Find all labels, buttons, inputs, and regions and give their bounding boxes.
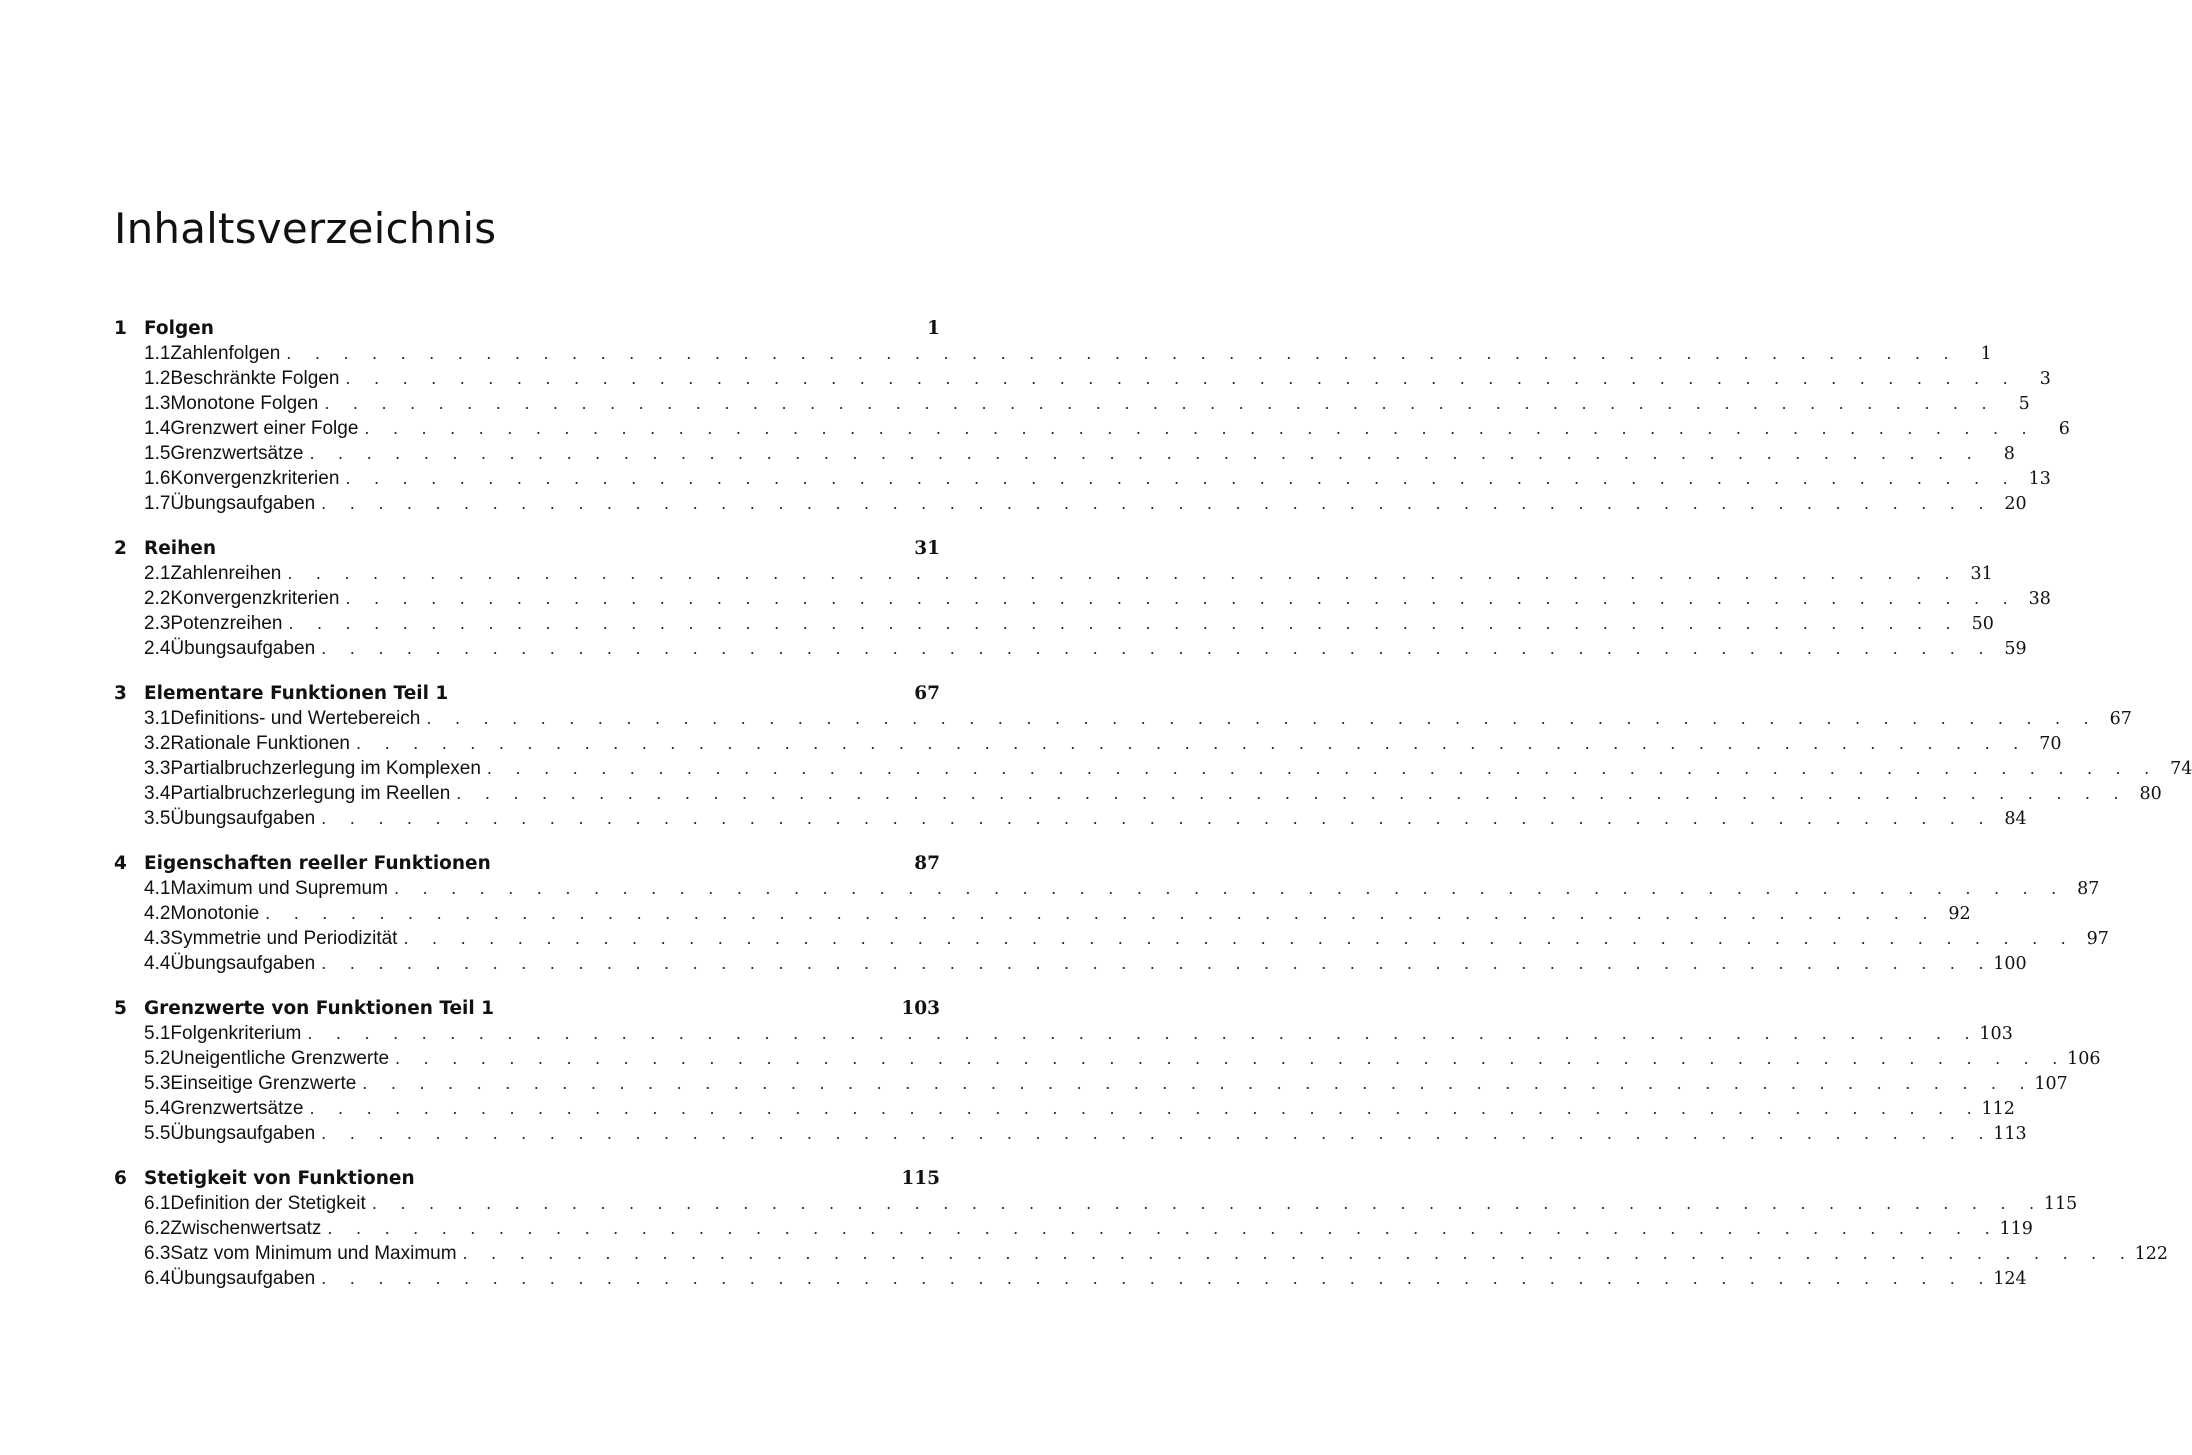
- section-title: Grenzwertsätze: [170, 443, 304, 464]
- section-page-number: 103: [1979, 1024, 2013, 1044]
- toc-section-entry[interactable]: [114, 393, 2030, 418]
- dot-leader: . . . . . . . . . . . . . . . . . . . . . . . . . . . . . . . . . . . . . . . . . . . . . . . . . . . . . . . . . . .: [395, 1049, 2067, 1068]
- dot-leader: . . . . . . . . . . . . . . . . . . . . . . . . . . . . . . . . . . . . . . . . . . . . . . . . . . . . . . . . . . .: [486, 759, 2159, 778]
- chapter-title: Stetigkeit von Funktionen: [144, 1168, 415, 1189]
- section-page-number: 31: [1970, 564, 1993, 584]
- section-title: Konvergenzkriterien: [170, 588, 340, 609]
- section-page-number: 80: [2139, 784, 2162, 804]
- chapter-title: Elementare Funktionen Teil 1: [144, 683, 449, 704]
- toc-section-entry[interactable]: [114, 468, 2051, 493]
- section-number: 2.3: [144, 613, 171, 634]
- section-number: 5.5: [144, 1123, 171, 1144]
- section-number: 5.4: [144, 1098, 171, 1119]
- section-number: 4.4: [144, 953, 171, 974]
- section-title: Übungsaufgaben: [170, 493, 316, 514]
- chapter-page-number: 31: [914, 538, 940, 559]
- toc-chapter: [114, 853, 2109, 978]
- section-page-number: 59: [2004, 639, 2027, 659]
- toc-section-entry[interactable]: [114, 708, 2132, 733]
- section-page-number: 38: [2028, 589, 2051, 609]
- toc-section-entry[interactable]: [114, 953, 2027, 978]
- section-number: 6.1: [144, 1193, 171, 1214]
- section-title: Übungsaufgaben: [170, 808, 316, 829]
- dot-leader: . . . . . . . . . . . . . . . . . . . . . . . . . . . . . . . . . . . . . . . . . . . . . . . . . . . . . . . . . . .: [321, 809, 1993, 828]
- section-title: Übungsaufgaben: [170, 1268, 316, 1289]
- section-page-number: 107: [2034, 1074, 2068, 1094]
- section-page-number: 3: [2039, 369, 2051, 389]
- section-page-number: 92: [1948, 904, 1971, 924]
- section-page-number: 106: [2067, 1049, 2101, 1069]
- section-number: 3.3: [144, 758, 171, 779]
- dot-leader: . . . . . . . . . . . . . . . . . . . . . . . . . . . . . . . . . . . . . . . . . . . . . . . . . . . . . . . . . . .: [288, 614, 1960, 633]
- dot-leader: . . . . . . . . . . . . . . . . . . . . . . . . . . . . . . . . . . . . . . . . . . . . . . . . . . . . . . . . . . .: [287, 564, 1959, 583]
- section-title: Satz vom Minimum und Maximum: [170, 1243, 457, 1264]
- section-page-number: 6: [2058, 419, 2070, 439]
- dot-leader: . . . . . . . . . . . . . . . . . . . . . . . . . . . . . . . . . . . . . . . . . . . . . . . . . . . . . . . . . . .: [327, 1219, 1999, 1238]
- dot-leader: . . . . . . . . . . . . . . . . . . . . . . . . . . . . . . . . . . . . . . . . . . . . . . . . . . . . . . . . . . .: [321, 954, 1993, 973]
- dot-leader: . . . . . . . . . . . . . . . . . . . . . . . . . . . . . . . . . . . . . . . . . . . . . . . . . . . . . . . . . . .: [426, 709, 2098, 728]
- toc-section-entry[interactable]: [114, 878, 2100, 903]
- toc-section-entry[interactable]: [114, 1218, 2033, 1243]
- chapter-page-number: 115: [901, 1168, 940, 1189]
- chapter-page-number: 67: [914, 683, 940, 704]
- section-page-number: 87: [2077, 879, 2100, 899]
- section-title: Zwischenwertsatz: [170, 1218, 322, 1239]
- dot-leader: . . . . . . . . . . . . . . . . . . . . . . . . . . . . . . . . . . . . . . . . . . . . . . . . . . . . . . . . . . .: [371, 1194, 2044, 1213]
- toc-section-entry[interactable]: [114, 418, 2070, 443]
- section-page-number: 1: [1980, 344, 1992, 364]
- dot-leader: . . . . . . . . . . . . . . . . . . . . . . . . . . . . . . . . . . . . . . . . . . . . . . . . . . . . . . . . . . .: [309, 444, 1981, 463]
- chapter-title: Grenzwerte von Funktionen Teil 1: [144, 998, 495, 1019]
- chapter-number: 5: [114, 998, 127, 1019]
- chapter-page-number: 1: [927, 318, 940, 339]
- section-title: Potenzreihen: [170, 613, 283, 634]
- section-number: 1.4: [144, 418, 171, 439]
- toc-section-entry[interactable]: [114, 588, 2051, 613]
- section-page-number: 50: [1971, 614, 1994, 634]
- section-page-number: 70: [2039, 734, 2062, 754]
- toc-section-entry[interactable]: [114, 443, 2015, 468]
- toc-section-entry[interactable]: [114, 563, 1993, 588]
- toc-chapter-entry[interactable]: [114, 853, 940, 878]
- section-page-number: 124: [1993, 1269, 2027, 1289]
- toc-chapter: [114, 538, 2051, 663]
- toc-section-entry[interactable]: [114, 1073, 2068, 1098]
- section-number: 6.3: [144, 1243, 171, 1264]
- chapter-title: Eigenschaften reeller Funktionen: [144, 853, 491, 874]
- toc-section-entry[interactable]: [114, 1268, 2027, 1293]
- section-title: Partialbruchzerlegung im Komplexen: [170, 758, 481, 779]
- section-title: Übungsaufgaben: [170, 638, 316, 659]
- section-title: Grenzwert einer Folge: [170, 418, 359, 439]
- chapter-page-number: 87: [914, 853, 940, 874]
- chapter-number: 3: [114, 683, 127, 704]
- dot-leader: . . . . . . . . . . . . . . . . . . . . . . . . . . . . . . . . . . . . . . . . . . . . . . . . . . . . . . . . . . .: [345, 589, 2017, 608]
- section-number: 1.6: [144, 468, 171, 489]
- toc-section-entry[interactable]: [114, 493, 2027, 518]
- toc-section-entry[interactable]: [114, 368, 2051, 393]
- section-number: 5.3: [144, 1073, 171, 1094]
- dot-leader: . . . . . . . . . . . . . . . . . . . . . . . . . . . . . . . . . . . . . . . . . . . . . . . . . . . . . . . . . . .: [456, 784, 2128, 803]
- dot-leader: . . . . . . . . . . . . . . . . . . . . . . . . . . . . . . . . . . . . . . . . . . . . . . . . . . . . . . . . . . .: [345, 369, 2017, 388]
- section-title: Uneigentliche Grenzwerte: [170, 1048, 390, 1069]
- toc-chapter-entry[interactable]: [114, 538, 940, 563]
- dot-leader: . . . . . . . . . . . . . . . . . . . . . . . . . . . . . . . . . . . . . . . . . . . . . . . . . . . . . . . . . . .: [321, 1124, 1993, 1143]
- toc-chapter: [114, 683, 2192, 833]
- toc-section-entry[interactable]: [114, 1048, 2101, 1073]
- section-number: 1.5: [144, 443, 171, 464]
- section-number: 4.2: [144, 903, 171, 924]
- section-page-number: 119: [1999, 1219, 2033, 1239]
- dot-leader: . . . . . . . . . . . . . . . . . . . . . . . . . . . . . . . . . . . . . . . . . . . . . . . . . . . . . . . . . . .: [362, 1074, 2034, 1093]
- section-page-number: 115: [2043, 1194, 2078, 1214]
- section-title: Definitions- und Wertebereich: [170, 708, 421, 729]
- section-page-number: 84: [2004, 809, 2027, 829]
- toc-section-entry[interactable]: [114, 1023, 2013, 1048]
- toc-chapter: [114, 1168, 2169, 1293]
- toc-section-entry[interactable]: [114, 1098, 2015, 1123]
- chapter-title: Folgen: [144, 318, 214, 339]
- toc-chapter-entry[interactable]: [114, 318, 940, 343]
- chapter-page-number: 103: [901, 998, 940, 1019]
- toc-section-entry[interactable]: [114, 1243, 2169, 1268]
- page-title: Inhaltsverzeichnis: [114, 204, 497, 253]
- section-number: 5.2: [144, 1048, 171, 1069]
- section-number: 1.7: [144, 493, 171, 514]
- section-number: 3.4: [144, 783, 171, 804]
- dot-leader: . . . . . . . . . . . . . . . . . . . . . . . . . . . . . . . . . . . . . . . . . . . . . . . . . . . . . . . . . . .: [324, 394, 1996, 413]
- section-number: 5.1: [144, 1023, 171, 1044]
- section-title: Folgenkriterium: [170, 1023, 302, 1044]
- section-title: Übungsaufgaben: [170, 953, 316, 974]
- toc-section-entry[interactable]: [114, 638, 2027, 663]
- chapter-number: 4: [114, 853, 127, 874]
- toc-section-entry[interactable]: [114, 1123, 2027, 1148]
- dot-leader: . . . . . . . . . . . . . . . . . . . . . . . . . . . . . . . . . . . . . . . . . . . . . . . . . . . . . . . . . . .: [462, 1244, 2135, 1263]
- section-number: 2.2: [144, 588, 171, 609]
- section-number: 4.1: [144, 878, 171, 899]
- section-title: Monotonie: [170, 903, 260, 924]
- dot-leader: . . . . . . . . . . . . . . . . . . . . . . . . . . . . . . . . . . . . . . . . . . . . . . . . . . . . . . . . . . .: [309, 1099, 1981, 1118]
- section-page-number: 113: [1993, 1124, 2027, 1144]
- section-number: 6.2: [144, 1218, 171, 1239]
- section-title: Zahlenfolgen: [170, 343, 281, 364]
- toc-section-entry[interactable]: [114, 928, 2109, 953]
- section-number: 4.3: [144, 928, 171, 949]
- section-number: 1.3: [144, 393, 171, 414]
- section-number: 3.1: [144, 708, 171, 729]
- chapter-number: 2: [114, 538, 127, 559]
- section-page-number: 74: [2170, 759, 2192, 779]
- section-page-number: 5: [2018, 394, 2030, 414]
- section-title: Einseitige Grenzwerte: [170, 1073, 357, 1094]
- dot-leader: . . . . . . . . . . . . . . . . . . . . . . . . . . . . . . . . . . . . . . . . . . . . . . . . . . . . . . . . . . .: [321, 494, 1993, 513]
- section-title: Zahlenreihen: [170, 563, 282, 584]
- section-number: 2.1: [144, 563, 171, 584]
- toc-chapter: [114, 318, 2070, 518]
- dot-leader: . . . . . . . . . . . . . . . . . . . . . . . . . . . . . . . . . . . . . . . . . . . . . . . . . . . . . . . . . . .: [321, 1269, 1993, 1288]
- dot-leader: . . . . . . . . . . . . . . . . . . . . . . . . . . . . . . . . . . . . . . . . . . . . . . . . . . . . . . . . . . .: [345, 469, 2017, 488]
- section-number: 2.4: [144, 638, 171, 659]
- section-number: 1.2: [144, 368, 171, 389]
- toc-section-entry[interactable]: [114, 808, 2027, 833]
- toc-chapter-entry[interactable]: [114, 1168, 940, 1193]
- dot-leader: . . . . . . . . . . . . . . . . . . . . . . . . . . . . . . . . . . . . . . . . . . . . . . . . . . . . . . . . . . .: [307, 1024, 1979, 1043]
- toc-chapter-entry[interactable]: [114, 683, 940, 708]
- toc-chapter: [114, 998, 2101, 1148]
- toc-section-entry[interactable]: [114, 613, 1994, 638]
- section-title: Rationale Funktionen: [170, 733, 350, 754]
- dot-leader: . . . . . . . . . . . . . . . . . . . . . . . . . . . . . . . . . . . . . . . . . . . . . . . . . . . . . . . . . . .: [265, 904, 1937, 923]
- toc-section-entry[interactable]: [114, 343, 1992, 368]
- dot-leader: . . . . . . . . . . . . . . . . . . . . . . . . . . . . . . . . . . . . . . . . . . . . . . . . . . . . . . . . . . .: [321, 639, 1993, 658]
- toc-section-entry[interactable]: [114, 1193, 2078, 1218]
- section-title: Beschränkte Folgen: [170, 368, 340, 389]
- toc-section-entry[interactable]: [114, 758, 2192, 783]
- section-number: 1.1: [144, 343, 171, 364]
- section-page-number: 8: [2003, 444, 2015, 464]
- chapter-title: Reihen: [144, 538, 217, 559]
- toc-section-entry[interactable]: [114, 733, 2062, 758]
- section-title: Definition der Stetigkeit: [170, 1193, 366, 1214]
- section-page-number: 112: [1981, 1099, 2015, 1119]
- section-title: Übungsaufgaben: [170, 1123, 316, 1144]
- section-page-number: 67: [2109, 709, 2132, 729]
- section-page-number: 20: [2004, 494, 2027, 514]
- chapter-number: 6: [114, 1168, 127, 1189]
- section-title: Konvergenzkriterien: [170, 468, 340, 489]
- toc-section-entry[interactable]: [114, 903, 1971, 928]
- dot-leader: . . . . . . . . . . . . . . . . . . . . . . . . . . . . . . . . . . . . . . . . . . . . . . . . . . . . . . . . . . .: [393, 879, 2066, 898]
- section-page-number: 100: [1993, 954, 2027, 974]
- section-title: Grenzwertsätze: [170, 1098, 304, 1119]
- dot-leader: . . . . . . . . . . . . . . . . . . . . . . . . . . . . . . . . . . . . . . . . . . . . . . . . . . . . . . . . . . .: [356, 734, 2028, 753]
- section-number: 3.2: [144, 733, 171, 754]
- dot-leader: . . . . . . . . . . . . . . . . . . . . . . . . . . . . . . . . . . . . . . . . . . . . . . . . . . . . . . . . . . .: [364, 419, 2036, 438]
- section-page-number: 122: [2134, 1244, 2169, 1264]
- section-page-number: 13: [2028, 469, 2051, 489]
- dot-leader: . . . . . . . . . . . . . . . . . . . . . . . . . . . . . . . . . . . . . . . . . . . . . . . . . . . . . . . . . . .: [403, 929, 2075, 948]
- section-number: 6.4: [144, 1268, 171, 1289]
- dot-leader: . . . . . . . . . . . . . . . . . . . . . . . . . . . . . . . . . . . . . . . . . . . . . . . . . . . . . . . . . . .: [286, 344, 1958, 363]
- section-title: Monotone Folgen: [170, 393, 319, 414]
- section-title: Partialbruchzerlegung im Reellen: [170, 783, 451, 804]
- section-page-number: 97: [2086, 929, 2109, 949]
- toc-section-entry[interactable]: [114, 783, 2162, 808]
- section-title: Symmetrie und Periodizität: [170, 928, 398, 949]
- chapter-number: 1: [114, 318, 127, 339]
- table-of-contents: [114, 318, 2192, 1313]
- toc-chapter-entry[interactable]: [114, 998, 940, 1023]
- section-number: 3.5: [144, 808, 171, 829]
- section-title: Maximum und Supremum: [170, 878, 388, 899]
